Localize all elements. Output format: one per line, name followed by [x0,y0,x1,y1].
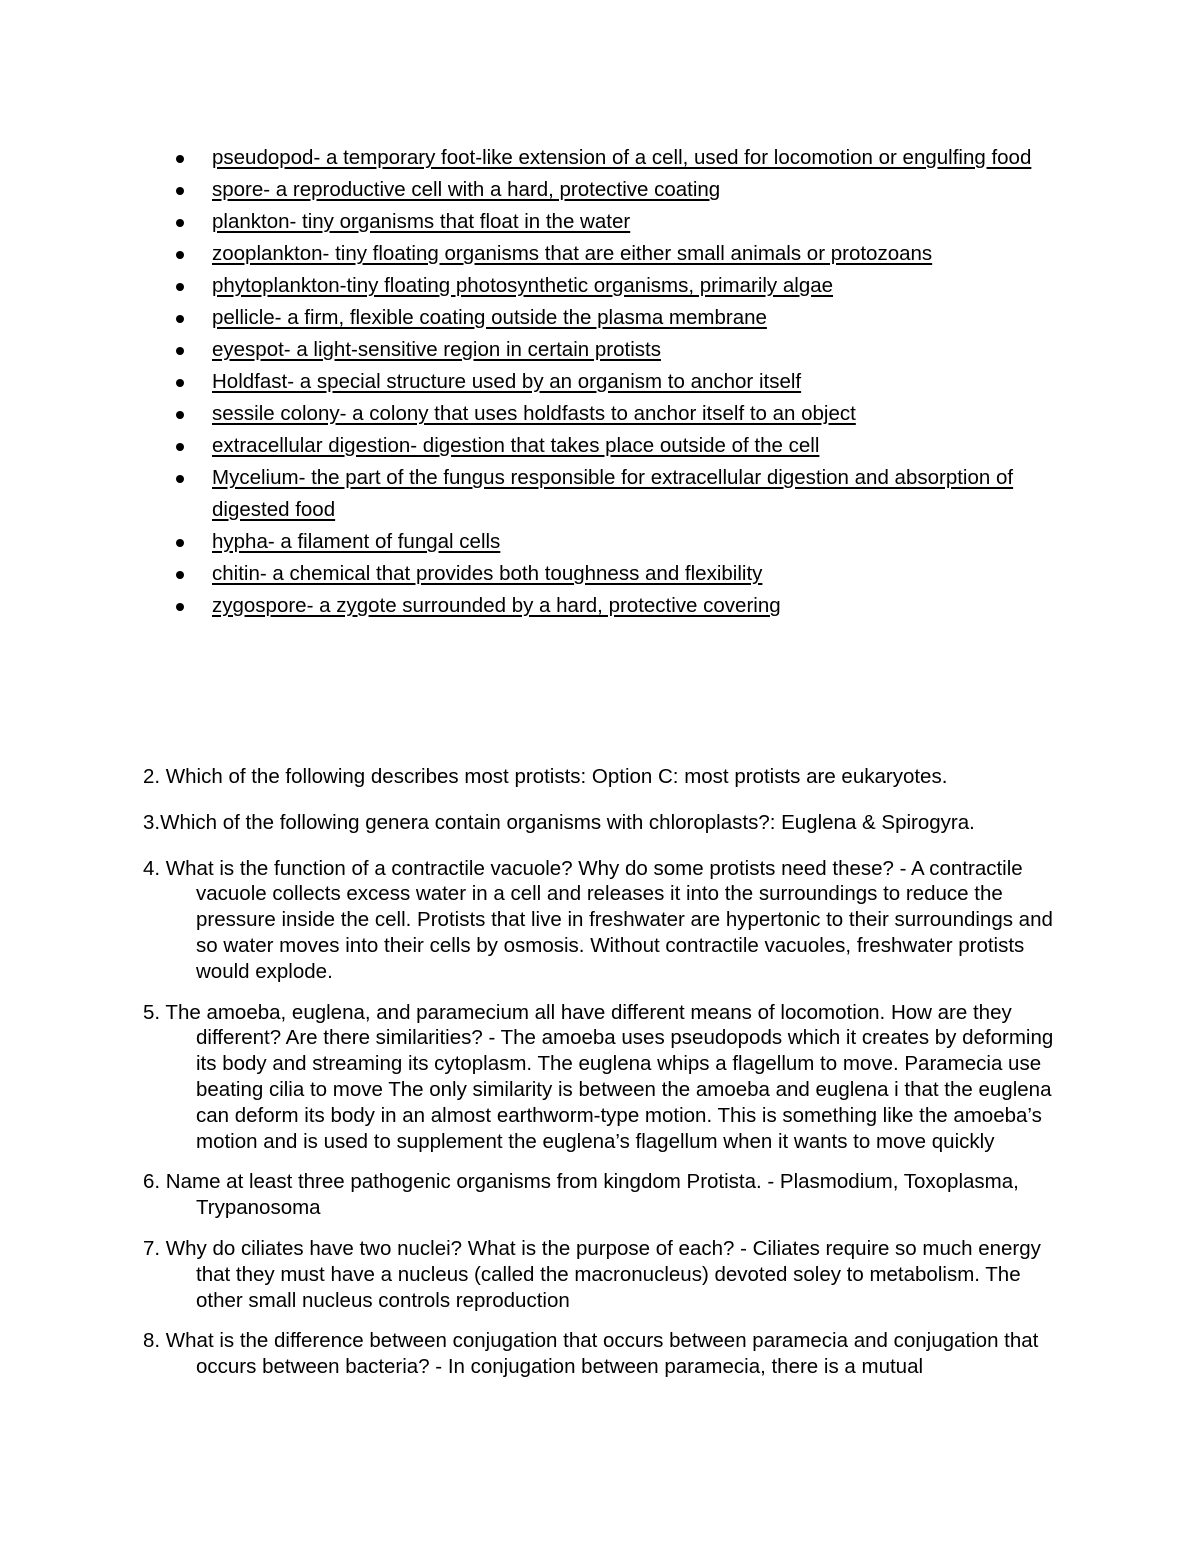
vocab-item [170,270,1060,302]
bullet-icon [176,475,184,483]
vocab-item [170,430,1060,462]
bullet-icon [176,443,184,451]
vocab-item [170,558,1060,590]
bullet-icon [176,219,184,227]
bullet-icon [176,603,184,611]
question-8: 8. What is the difference between conjugation that occurs between paramecia and conjugation that occurs between bacteria? - In conjugation between paramecia, there is a mutual [143,1329,1039,1379]
vocab-text: pseudopod- a temporary foot-like extension of a cell, used for locomotion or engulfing food [212,146,1032,169]
vocab-item [170,238,1060,270]
vocab-item [170,366,1060,398]
bullet-icon [176,347,184,355]
vocab-text: phytoplankton-tiny floating photosynthetic organisms, primarily algae [212,274,834,297]
question-5: 5. The amoeba, euglena, and paramecium all have different means of locomotion. How are they different? Are there similarities? - The amoeba uses pseudopods which it creates by deforming its body and streaming its cytoplasm. The euglena whips a flagellum to move. Paramecia use beating cilia to move The only similarity is between the amoeba and euglena i that the euglena can deform its body in an almost earthworm-type motion. This is something like the amoeba’s motion and is used to supplement the euglena’s flagellum when it wants to move quickly [143,1000,1054,1153]
bullet-icon [176,251,184,259]
vocab-item [170,142,1060,174]
vocab-text: plankton- tiny organisms that float in the water [212,210,631,233]
vocab-item [170,526,1060,558]
vocab-item [170,590,1060,622]
bullet-icon [176,187,184,195]
vocab-text: sessile colony- a colony that uses holdfasts to anchor itself to an object [212,402,856,425]
vocab-text: extracellular digestion- digestion that takes place outside of the cell [212,434,820,457]
vocab-text: spore- a reproductive cell with a hard, protective coating [212,178,721,201]
vocab-text: chitin- a chemical that provides both toughness and flexibility [212,562,763,585]
vocab-text: zooplankton- tiny floating organisms that are either small animals or protozoans [212,242,933,265]
vocab-text: hypha- a filament of fungal cells [212,530,501,553]
bullet-icon [176,379,184,387]
vocab-text: zygospore- a zygote surrounded by a hard, protective covering [212,594,781,617]
bullet-icon [176,411,184,419]
vocab-item [170,174,1060,206]
vocab-item [170,302,1060,334]
vocab-text: Holdfast- a special structure used by an organism to anchor itself [212,370,802,393]
vocabulary-list [170,142,1060,622]
question-3: 3.Which of the following genera contain organisms with chloroplasts?: Euglena & Spirogyra. [143,810,975,834]
bullet-icon [176,571,184,579]
bullet-icon [176,539,184,547]
vocab-item [170,206,1060,238]
vocab-item [170,334,1060,366]
vocab-item [170,462,1060,526]
bullet-icon [176,315,184,323]
vocab-text: Mycelium- the part of the fungus responsible for extracellular digestion and absorption of digested food [212,466,1014,521]
question-2: 2. Which of the following describes most protists: Option C: most protists are eukaryotes. [143,765,948,788]
vocab-item [170,398,1060,430]
bullet-icon [176,155,184,163]
questions-section [143,764,1068,1395]
question-7: 7. Why do ciliates have two nuclei? What is the purpose of each? - Ciliates require so much energy that they must have a nucleus (called the macronucleus) devoted soley to metabolism. The other small nucleus controls reproduction [143,1236,1041,1312]
vocab-text: pellicle- a firm, flexible coating outside the plasma membrane [212,306,767,329]
question-6: 6. Name at least three pathogenic organisms from kingdom Protista. - Plasmodium, Toxoplasma, Trypanosoma [143,1170,1019,1220]
vocab-text: eyespot- a light-sensitive region in certain protists [212,338,661,361]
bullet-icon [176,283,184,291]
question-4: 4. What is the function of a contractile vacuole? Why do some protists need these? - A contractile vacuole collects excess water in a cell and releases it into the surroundings to reduce the pressure inside the cell. Protists that live in freshwater are hypertonic to their surroundings and so water moves into their cells by osmosis. Without contractile vacuoles, freshwater protists would explode. [143,856,1053,983]
